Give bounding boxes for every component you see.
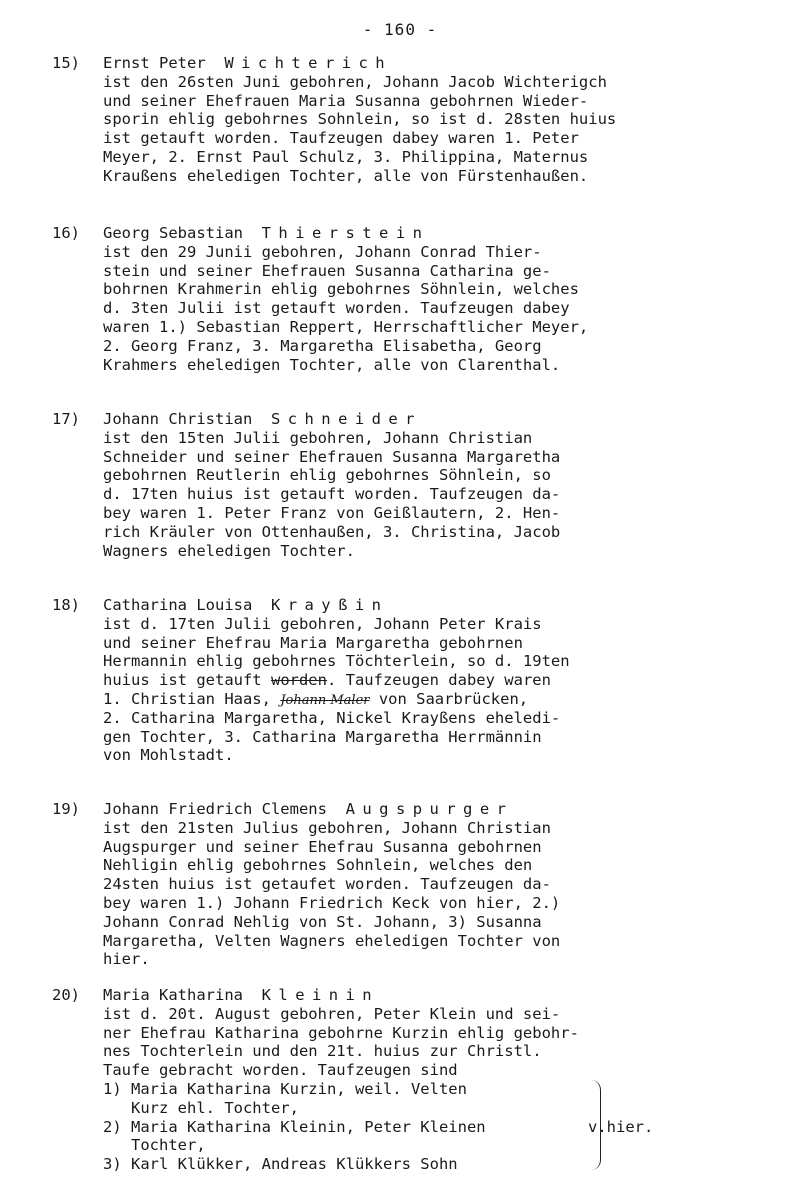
godparents-note: v.hier. [588,1117,654,1136]
entry-heading [52,54,772,73]
entry-line: 24sten huius ist getaufet worden. Taufzeugen da- [103,875,551,894]
entry-line: 2. Georg Franz, 3. Margaretha Elisabetha, Georg [103,336,542,355]
godparents-list [52,1080,772,1174]
entry-16 [52,224,772,374]
entry-number: 17) [52,410,80,428]
godparent-line: 2) Maria Katharina Kleinin, Peter Kleinen [103,1117,486,1136]
entry-line: d. 3ten Julii ist getauft worden. Taufzeugen dabey [103,299,570,318]
entry-line: Augspurger und seiner Ehefrau Susanna gebohrnen [103,837,542,856]
entry-surname: Kleinin [261,986,380,1004]
entry-given-names: Maria Katharina [103,986,243,1004]
entry-line [52,690,772,709]
struck-handwritten-name: Johann Maler [280,692,370,708]
entry-line: ist den 29 Junii gebohren, Johann Conrad Thier- [103,242,542,261]
entry-line: stein und seiner Ehefrauen Susanna Catharina ge- [103,261,551,280]
entry-line: Schneider und seiner Ehefrauen Susanna Margaretha [103,447,561,466]
entry-number: 16) [52,224,80,242]
entry-number: 20) [52,986,80,1004]
entry-heading [52,224,772,243]
entry-surname: Schneider [270,410,422,428]
entry-heading [52,596,772,615]
entry-line: nes Tochterlein und den 21t. huius zur Christl. [103,1042,542,1061]
entry-line: Meyer, 2. Ernst Paul Schulz, 3. Philippina, Maternus [103,147,589,166]
entry-20 [52,986,772,1174]
entry-line: Nehligin ehlig gebohrnes Sohnlein, welches den [103,856,533,875]
entry-line: waren 1.) Sebastian Reppert, Herrschaftlicher Meyer, [103,317,589,336]
entry-line: rich Kräuler von Ottenhaußen, 3. Christina, Jacob [103,522,561,541]
entry-line: ist getauft worden. Taufzeugen dabey waren 1. Peter [103,129,579,148]
godparent-line: 1) Maria Katharina Kurzin, weil. Velten [103,1079,467,1098]
entry-given-names: Johann Christian [103,410,253,428]
entry-line: sporin ehlig gebohrnes Sohnlein, so ist d. 28sten huius [103,110,617,129]
entry-17 [52,410,772,560]
entry-line: bey waren 1. Peter Franz von Geißlautern, 2. Hen- [103,503,561,522]
entry-line: ist den 21sten Julius gebohren, Johann Christian [103,818,551,837]
entry-line: Johann Conrad Nehlig von St. Johann, 3) Susanna [103,912,542,931]
entry-line: Kraußens eheledigen Tochter, alle von Fürstenhaußen. [103,166,589,185]
entry-heading [52,986,772,1005]
entry-line: ist d. 17ten Julii gebohren, Johann Peter Krais [103,614,542,633]
entry-line [52,671,772,690]
struck-word: worden [270,671,327,690]
entry-line: Hermannin ehlig gebohrnes Töchterlein, so d. 19ten [103,652,570,671]
godparent-line: Tochter, [103,1136,206,1155]
entry-19 [52,800,772,969]
entry-line: ner Ehefrau Katharina gebohrne Kurzin ehlig gebohr- [103,1023,579,1042]
entry-number: 15) [52,54,80,72]
entry-line: und seiner Ehefrauen Maria Susanna gebohrnen Wieder- [103,91,589,110]
entry-line: Taufe gebracht worden. Taufzeugen sind [103,1061,458,1080]
godparent-line: 3) Karl Klükker, Andreas Klükkers Sohn [103,1155,458,1174]
entry-line: Wagners eheledigen Tochter. [103,541,355,560]
entry-heading [52,410,772,429]
entry-surname: Augspurger [345,800,514,818]
entry-surname: Thierstein [261,224,430,242]
entry-line: ist den 26sten Juni gebohren, Johann Jacob Wichterigch [103,72,607,91]
entry-line: bohrnen Krahmerin ehlig gebohrnes Söhnlein, welches [103,280,579,299]
text-segment: 1. Christian Haas, [103,689,281,708]
entry-given-names: Johann Friedrich Clemens [103,800,327,818]
entry-surname: Krayßin [270,596,389,614]
text-segment: . Taufzeugen dabey waren [326,671,551,690]
entry-given-names: Georg Sebastian [103,224,243,242]
entry-line: und seiner Ehefrau Maria Margaretha gebohrnen [103,633,523,652]
godparent-line: Kurz ehl. Tochter, [103,1098,299,1117]
entry-line: gen Tochter, 3. Catharina Margaretha Herrmännin [103,727,542,746]
text-segment: huius ist getauft [103,671,271,690]
entry-number: 18) [52,596,80,614]
entry-line: von Mohlstadt. [103,746,234,765]
entry-line: Margaretha, Velten Wagners eheledigen Tochter von [103,931,561,950]
entry-heading [52,800,772,819]
entry-15 [52,54,772,186]
entry-line: 2. Catharina Margaretha, Nickel Krayßens eheledi- [103,708,561,727]
entry-line: Krahmers eheledigen Tochter, alle von Clarenthal. [103,355,561,374]
entry-given-names: Catharina Louisa [103,596,253,614]
entry-line: ist den 15ten Julii gebohren, Johann Christian [103,428,533,447]
entry-number: 19) [52,800,80,818]
page-number: - 160 - [362,20,438,39]
entry-line: bey waren 1.) Johann Friedrich Keck von hier, 2.) [103,893,561,912]
entry-given-names: Ernst Peter [103,54,206,72]
entry-surname: Wichterich [224,54,393,72]
text-segment: von Saarbrücken, [369,689,529,708]
entry-line: gebohrnen Reutlerin ehlig gebohrnes Söhnlein, so [103,466,551,485]
entry-line: hier. [103,950,150,969]
entry-line: ist d. 20t. August gebohren, Peter Klein und sei- [103,1004,561,1023]
entry-line: d. 17ten huius ist getauft worden. Taufzeugen da- [103,485,561,504]
entry-18 [52,596,772,765]
